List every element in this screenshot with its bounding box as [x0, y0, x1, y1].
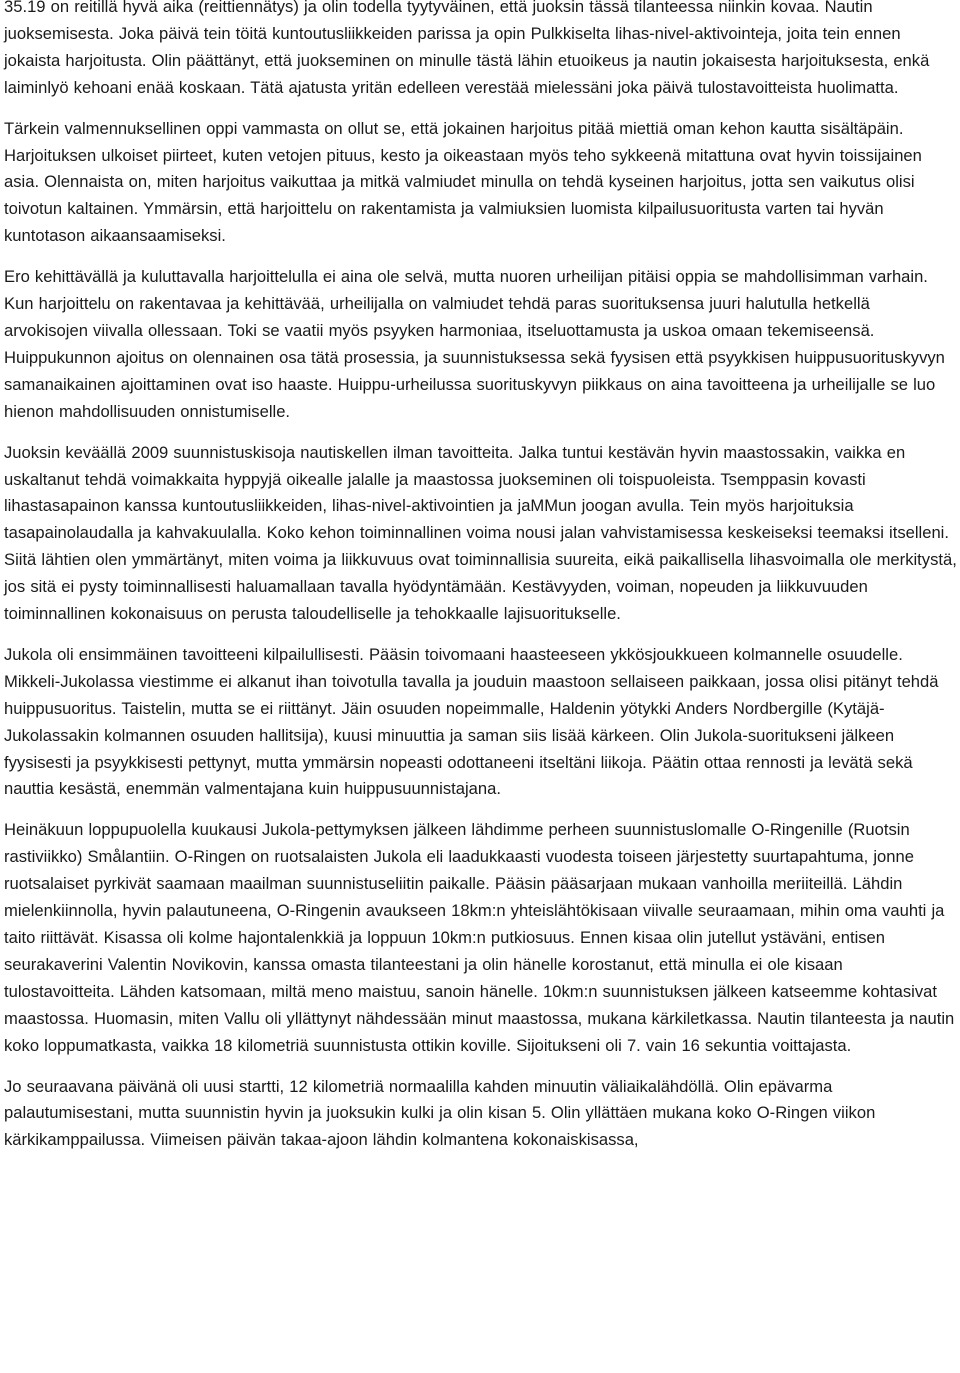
- paragraph-coaching-lesson: Tärkein valmennuksellinen oppi vammasta on ollut se, että jokainen harjoitus pitää miettiä oman kehon kautta sisältäpäin. Harjoituksen ulkoiset piirteet, kuten vetojen pituus, kesto ja oikeastaan myös teho sykkeenä mitattuna ovat hyvin toissijainen asia. Olennaista on, miten harjoitus vaikuttaa ja mitkä valmiudet minulla on tehdä kyseinen harjoitus, jotta sen vaikutus olisi toivotun kaltainen. Ymmärsin, että harjoittelu on rakentamista ja valmiuksien luomista kilpailusuoritusta varten tai hyvän kuntotason aikaansaamiseksi.: [4, 118, 922, 246]
- paragraph-next-day: Jo seuraavana päivänä oli uusi startti, 12 kilometriä normaalilla kahden minuutin väliaikalähdöllä. Olin epävarma palautumisestani, mutta suunnistin hyvin ja juoksukin kulki ja olin kisan 5. Olin yllättäen mukana koko O-Ringen viikon kärkikamppailussa. Viimeisen päivän takaa-ajoon lähdin kolmantena kokonaiskisassa,: [4, 1076, 876, 1150]
- paragraph-spring-2009: Juoksin keväällä 2009 suunnistuskisoja nautiskellen ilman tavoitteita. Jalka tuntui kestävän hyvin maastossakin, vaikka en uskaltanut tehdä voimakkaita hyppyjä oikealle jalalle ja maastossa juokseminen oli toispuoleista. Tsemppasin kovasti lihastasapainon kanssa kuntoutusliikkeiden, lihas-nivel-aktivointien ja jaMMun joogan avulla. Tein myös harjoituksia tasapainolaudalla ja kahvakuulalla. Koko kehon toiminnallinen voima nousi jalan vahvistamisessa keskeiseksi teemaksi itselleni. Siitä lähtien olen ymmärtänyt, miten voima ja liikkuvuus ovat toiminnallisia suureita, eikä paikallisella lihasvoimalla ole merkitystä, jos sitä ei pysty toiminnallisesti haluamallaan tavalla hyödyntämään. Kestävyyden, voiman, nopeuden ja liikkuvuuden toiminnallinen kokonaisuus on perusta taloudelliselle ja tehokkaalle lajisuoritukselle.: [4, 442, 957, 624]
- paragraph-o-ringen: Heinäkuun loppupuolella kuukausi Jukola-pettymyksen jälkeen lähdimme perheen suunnistuslomalle O-Ringenille (Ruotsin rastiviikko) Smålantiin. O-Ringen on ruotsalaisten Jukola eli laadukkaasti vuodesta toiseen järjestetty suurtapahtuma, jonne ruotsalaiset pyrkivät saamaan maailman suunnistuseliitin paikalle. Pääsin pääsarjaan mukaan vanhoilla meriiteillä. Lähdin mielenkiinnolla, hyvin palautuneena, O-Ringenin avaukseen 18km:n yhteislähtökisaan viivalle seuraamaan, mihin oma vauhti ja taito riittävät. Kisassa oli kolme hajontalenkkiä ja loppuun 10km:n putkiosuus. Ennen kisaa olin jutellut ystäväni, entisen seurakaverini Valentin Novikovin, kanssa omasta tilanteestani ja olin hänelle korostanut, että minulla ei ole kisaan tulostavoitteita. Lähden katsomaan, miltä meno maistuu, sanoin hänelle. 10km:n suunnistuksen jälkeen katseemme kohtasivat maastossa. Huomasin, miten Vallu oli yllättynyt nähdessään minut maastossa, mukana kärkiletkassa. Nautin tilanteesta ja nautin koko loppumatkasta, vaikka 18 kilometriä suunnistusta ottikin koville. Sijoitukseni oli 7. vain 16 sekuntia voittajasta.: [4, 820, 955, 1055]
- paragraph-route-record: 35.19 on reitillä hyvä aika (reittiennätys) ja olin todella tyytyväinen, että juoksin tässä tilanteessa niinkin kovaa. Nautin juoksemisesta. Joka päivä tein töitä kuntoutusliikkeiden parissa ja opin Pulkkiselta lihas-nivel-aktivointeja, joita tein ennen jokaista harjoitusta. Olin päättänyt, että juokseminen on minulle tästä lähin etuoikeus ja nautin jokaisesta harjoituksesta, enkä laiminlyö kehoani enää koskaan. Tätä ajatusta yritän edelleen verestää mielessäni joka päivä tulostavoitteista huolimatta.: [4, 0, 930, 97]
- paragraph-developing-training: Ero kehittävällä ja kuluttavalla harjoittelulla ei aina ole selvä, mutta nuoren urheilijan pitäisi oppia se mahdollisimman varhain. Kun harjoittelu on rakentavaa ja kehittävää, urheilijalla on valmiudet tehdä paras suorituksensa juuri halutulla hetkellä arvokisojen viivalla ollessaan. Toki se vaatii myös psyyken harmoniaa, itseluottamusta ja uskoa omaan tekemiseensä. Huippukunnon ajoitus on olennainen osa tätä prosessia, ja suunnistuksessa sekä fyysisen että psyykkisen huippusuorituskyvyn samanaikainen ajoittaminen ovat iso haaste. Huippu-urheilussa suorituskyvyn piikkaus on aina tavoitteena ja urheilijalle se luo hienon mahdollisuuden onnistumiselle.: [4, 267, 945, 421]
- document-page: [4, 0, 958, 1154]
- paragraph-jukola: Jukola oli ensimmäinen tavoitteeni kilpailullisesti. Pääsin toivomaani haasteeseen ykkösjoukkueen kolmannelle osuudelle. Mikkeli-Jukolassa viestimme ei alkanut ihan toivotulla tavalla ja jouduin maastoon sellaiseen paikkaan, jossa olisi pitänyt tehdä huippusuoritus. Taistelin, mutta se ei riittänyt. Jäin osuuden nopeimmalle, Haldenin yötykki Anders Nordbergille (Kytäjä-Jukolassakin kolmannen osuuden hallitsija), kuusi minuuttia ja saman siis lisää kärkeen. Olin Jukola-suoritukseni jälkeen fyysisesti ja psyykkisesti pettynyt, mutta ymmärsin nopeasti odottaneeni itseltäni liikoja. Päätin ottaa rennosti ja levätä sekä nauttia kesästä, enemmän valmentajana kuin huippusuunnistajana.: [4, 644, 939, 799]
